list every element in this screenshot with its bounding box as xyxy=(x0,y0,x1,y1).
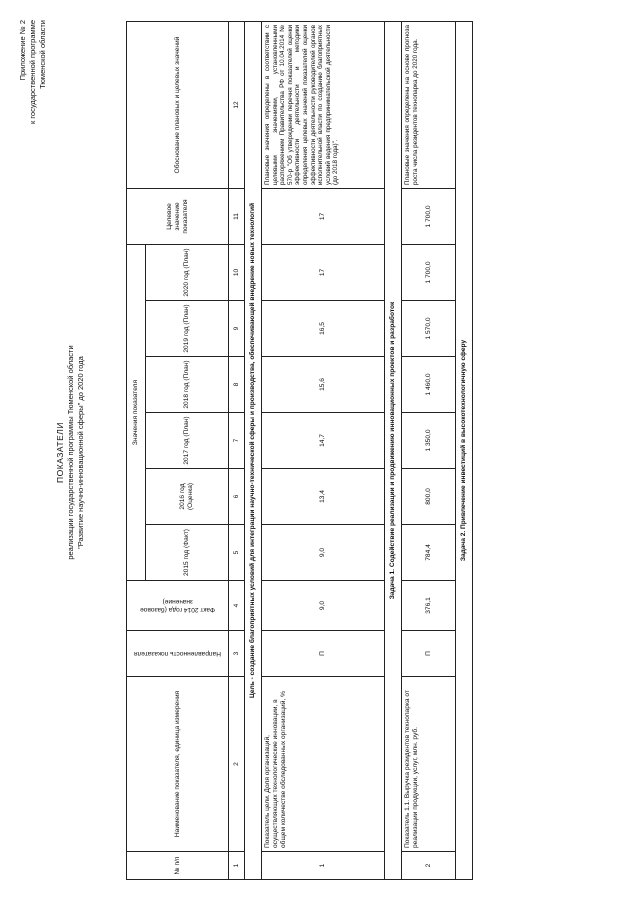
header-name: Наименование показателя, единица измерения xyxy=(127,677,229,852)
indicator-direction: П xyxy=(402,631,456,677)
col-number: 9 xyxy=(229,301,245,357)
indicator-name: Показатель 1.1. Выручка резидентов технопарка от реализации продукции, услуг, млн. руб. xyxy=(402,677,456,852)
header-basis: Обоснование плановых и целевых значений xyxy=(127,21,229,188)
row-number: 1 xyxy=(262,852,385,880)
indicator-direction: П xyxy=(262,631,385,677)
header-direction xyxy=(127,631,229,677)
value-2016: 800,0 xyxy=(402,469,456,525)
base-value: 376,1 xyxy=(402,581,456,631)
value-2017: 1 350,0 xyxy=(402,413,456,469)
basis-text: Плановые значения определены в соответствии с целевыми значениями, установленными распоряжением Правительства РФ от 10.04.2014 № 570-р "Об утверждении перечня показателей оценки эффективности деятельности и методики определения целевых значений показателей оценки эффективности деятельности руководителей органов исполнительной власти по созданию благоприятных условий ведения предпринимательской деятельности (до 2018 года)". xyxy=(262,21,385,188)
value-2015: 9,0 xyxy=(262,525,385,581)
task-2-section-row xyxy=(456,21,473,879)
table-row xyxy=(402,21,456,879)
document-subtitle-1: реализации государственной программы Тюменской области xyxy=(66,345,75,560)
value-2020: 17 xyxy=(262,244,385,300)
value-2017: 14,7 xyxy=(262,413,385,469)
col-number: 3 xyxy=(229,631,245,677)
target-value: 1 700,0 xyxy=(402,188,456,244)
document-heading xyxy=(55,0,86,905)
value-2019: 1 570,0 xyxy=(402,301,456,357)
header-2019: 2019 год (План) xyxy=(146,301,229,357)
task-2-heading: Задача 2. Привлечение инвестиций в высокотехнологичную сферу xyxy=(456,21,473,879)
value-2020: 1 700,0 xyxy=(402,244,456,300)
column-numbers-row xyxy=(229,21,245,879)
value-2018: 15,6 xyxy=(262,357,385,413)
col-number: 10 xyxy=(229,244,245,300)
table-row xyxy=(262,21,385,879)
header-values-group: Значения показателя xyxy=(127,244,146,580)
header-base-label: Факт 2014 года (базовое значение) xyxy=(140,598,215,614)
header-2016: 2016 год (Оценка) xyxy=(146,469,229,525)
value-2019: 16,5 xyxy=(262,301,385,357)
value-2015: 784,4 xyxy=(402,525,456,581)
indicators-table xyxy=(126,21,473,880)
col-number: 8 xyxy=(229,357,245,413)
document-subtitle-2: "Развитие научно-инновационной сферы" до 2020 года xyxy=(76,356,85,549)
header-2020: 2020 год (План) xyxy=(146,244,229,300)
document-title: ПОКАЗАТЕЛИ xyxy=(55,422,65,483)
appendix-line-1: Приложение № 2 xyxy=(18,20,27,81)
header-2017: 2017 год (План) xyxy=(146,413,229,469)
col-number: 5 xyxy=(229,525,245,581)
col-number: 1 xyxy=(229,852,245,880)
goal-section-row xyxy=(245,21,262,879)
value-2018: 1 460,0 xyxy=(402,357,456,413)
value-2016: 13,4 xyxy=(262,469,385,525)
col-number: 2 xyxy=(229,677,245,852)
col-number: 4 xyxy=(229,581,245,631)
header-2015: 2015 год (Факт) xyxy=(146,525,229,581)
appendix-line-2: к государственной программе Тюменской области xyxy=(28,20,47,125)
col-number: 7 xyxy=(229,413,245,469)
header-base xyxy=(127,581,229,631)
task-1-heading: Задача 1. Содействие реализации и продвижению инновационных проектов и разработок xyxy=(385,21,402,879)
col-number: 6 xyxy=(229,469,245,525)
basis-text: Плановые значения определены на основе прогноза роста числа резидентов технопарка до 2020 года. xyxy=(402,21,456,188)
header-num: № п/п xyxy=(127,852,229,880)
task-1-section-row xyxy=(385,21,402,879)
goal-heading: Цель - создание благоприятных условий для интеграции научно-технической сферы и производства, обеспечивающей внедрение новых технологий xyxy=(245,21,262,879)
header-direction-label: Направленность показателя xyxy=(134,650,221,658)
header-target: Целевое значение показателя xyxy=(127,188,229,244)
col-number: 11 xyxy=(229,188,245,244)
appendix-note xyxy=(18,20,48,160)
header-row-1 xyxy=(127,21,146,879)
indicator-name: Показатель цели. Доля организаций, осуществляющих технологические инновации, в общем количестве обследованных организаций, % xyxy=(262,677,385,852)
col-number: 12 xyxy=(229,21,245,188)
header-2018: 2018 год (План) xyxy=(146,357,229,413)
row-number: 2 xyxy=(402,852,456,880)
base-value: 9,0 xyxy=(262,581,385,631)
target-value: 17 xyxy=(262,188,385,244)
